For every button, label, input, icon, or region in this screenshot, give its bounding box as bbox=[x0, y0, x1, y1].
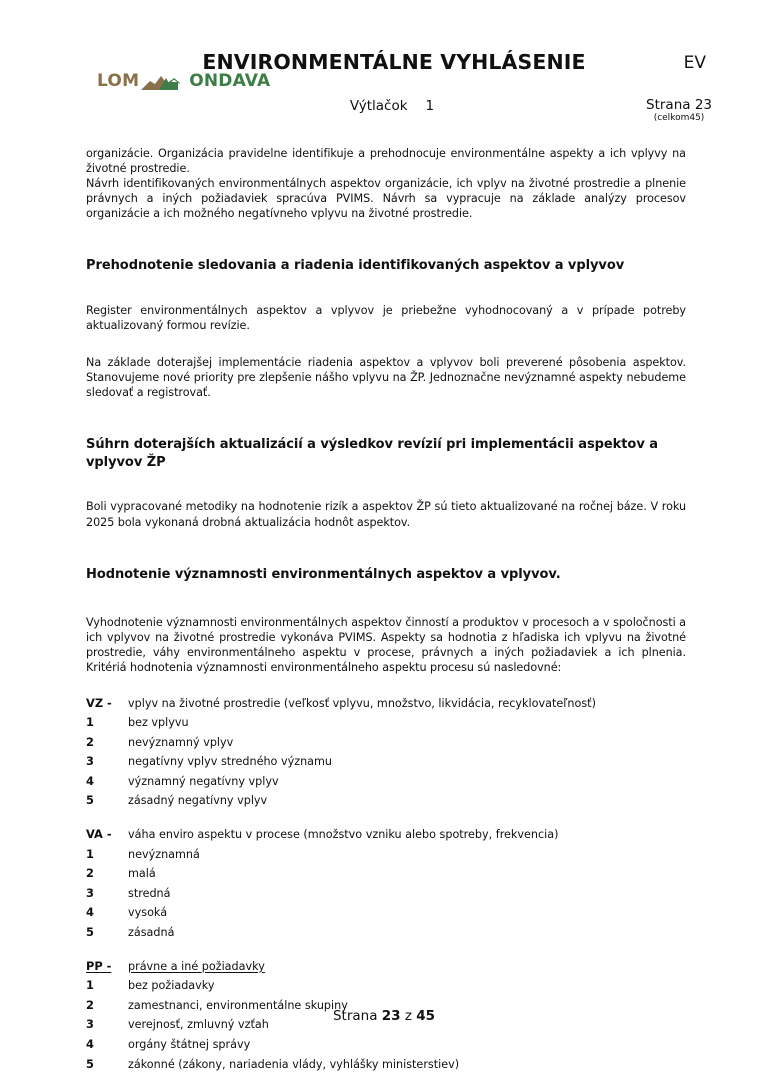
criteria-key: VZ - bbox=[86, 695, 112, 710]
paragraph-metodiky: Boli vypracované metodiky na hodnotenie rizík a aspektov ŽP sú tieto aktualizované na ročnej báze. V roku 2025 bola vykonaná drobná aktualizácia hodnôt aspektov. bbox=[86, 500, 686, 529]
spacer bbox=[86, 943, 686, 957]
spacer bbox=[86, 333, 686, 355]
criteria-level-text: stredná bbox=[128, 886, 171, 900]
criteria-key: PP - bbox=[86, 958, 112, 973]
header-page-total: (celkom45) bbox=[653, 112, 705, 123]
criteria-level-number: 3 bbox=[86, 885, 94, 900]
criteria-level-text: zásadná bbox=[128, 926, 175, 940]
criteria-level-text: malá bbox=[128, 867, 156, 881]
criteria-level-text: bez vplyvu bbox=[128, 716, 189, 730]
document-code: EV bbox=[683, 53, 706, 73]
paragraph-intro-2: Návrh identifikovaných environmentálnych aspektov organizácie, ich vplyv na životné prostredie a plnenie právnych a iných požiadaviek spracúva PVIMS. Návrh sa vypracuje na základe analýzy procesov organizácie a ich možného negatívneho vplyvu na životné prostredie. bbox=[86, 177, 686, 221]
criteria-level-row bbox=[86, 752, 686, 772]
criteria-level-number: 4 bbox=[86, 773, 94, 788]
criteria-level-row bbox=[86, 1035, 686, 1055]
criteria-level-number: 5 bbox=[86, 1056, 94, 1071]
criteria-level-text: zákonné (zákony, nariadenia vlády, vyhlášky ministerstiev) bbox=[128, 1057, 460, 1071]
criteria-level-number: 5 bbox=[86, 793, 94, 808]
criteria-level-text: nevýznamná bbox=[128, 847, 200, 861]
footer-page-number: 23 bbox=[381, 1008, 401, 1024]
criteria-level-row bbox=[86, 845, 686, 865]
footer-prefix: Strana bbox=[332, 1008, 378, 1024]
heading-hodnotenie: Hodnotenie významnosti environmentálnych aspektov a vplyvov. bbox=[86, 566, 561, 582]
header-page-indicator bbox=[646, 98, 712, 123]
criteria-heading-row bbox=[86, 694, 686, 714]
criteria-level-number: 2 bbox=[86, 997, 94, 1012]
criteria-level-text: bez požiadavky bbox=[128, 979, 215, 993]
heading-prehodnotenie: Prehodnotenie sledovania a riadenia identifikovaných aspektov a vplyvov bbox=[86, 258, 625, 274]
paragraph-implementacia: Na základe doterajšej implementácie riadenia aspektov a vplyvov boli preverené pôsobenia aspektov. Stanovujeme nové priority pre zlepšenie nášho vplyvu na ŽP. Jednoznačne nevýznamné aspekty nebudeme sledovať a registrovať. bbox=[86, 356, 686, 400]
criteria-definition: vplyv na životné prostredie (veľkosť vplyvu, množstvo, likvidácia, recyklovateľnosť) bbox=[128, 696, 596, 710]
spacer bbox=[86, 471, 686, 499]
criteria-level-number: 1 bbox=[86, 978, 94, 993]
logo-text-lom: LOM bbox=[97, 70, 140, 91]
criteria-block-va bbox=[86, 825, 686, 943]
criteria-heading-row bbox=[86, 825, 686, 845]
criteria-level-row bbox=[86, 864, 686, 884]
criteria-level-number: 5 bbox=[86, 925, 94, 940]
criteria-level-row bbox=[86, 733, 686, 753]
criteria-level-number: 3 bbox=[86, 1017, 94, 1032]
paragraph-intro-1: organizácie. Organizácia pravidelne identifikuje a prehodnocuje environmentálne aspekty a ich vplyvy na životné prostredie. bbox=[86, 147, 686, 176]
footer-middle: z bbox=[404, 1008, 412, 1024]
logo-text-ondava: ONDAVA bbox=[189, 70, 271, 91]
criteria-level-number: 4 bbox=[86, 905, 94, 920]
criteria-level-text: orgány štátnej správy bbox=[128, 1038, 251, 1051]
criteria-level-text: verejnosť, zmluvný vzťah bbox=[128, 1018, 269, 1032]
criteria-key: VA - bbox=[86, 827, 112, 842]
criteria-level-number: 2 bbox=[86, 734, 94, 749]
criteria-level-row bbox=[86, 713, 686, 733]
criteria-heading-row bbox=[86, 957, 686, 977]
paragraph-register: Register environmentálnych aspektov a vplyvov je priebežne vyhodnocovaný a v prípade potreby aktualizovaný formou revízie. bbox=[86, 303, 686, 333]
criteria-level-text: významný negatívny vplyv bbox=[128, 774, 279, 788]
document-title: ENVIRONMENTÁLNE VYHLÁSENIE bbox=[202, 50, 586, 74]
criteria-level-text: negatívny vplyv stredného významu bbox=[128, 755, 333, 769]
criteria-level-text: zamestnanci, environmentálne skupiny bbox=[128, 998, 348, 1012]
document-body bbox=[86, 146, 686, 1074]
criteria-level-row bbox=[86, 791, 686, 811]
spacer bbox=[86, 811, 686, 825]
criteria-definition: právne a iné požiadavky bbox=[128, 959, 265, 973]
document-header bbox=[0, 50, 768, 140]
document-footer bbox=[0, 1008, 768, 1024]
criteria-level-number: 1 bbox=[86, 715, 94, 730]
print-copy-label: Výtlačok bbox=[349, 98, 408, 114]
footer-total-pages: 45 bbox=[416, 1008, 436, 1024]
spacer bbox=[86, 676, 686, 694]
criteria-level-row bbox=[86, 884, 686, 904]
heading-suhrn: Súhrn doterajších aktualizácií a výsledkov revízií pri implementácii aspektov a vplyvov ŽP bbox=[86, 437, 658, 470]
criteria-level-row bbox=[86, 976, 686, 996]
spacer bbox=[86, 221, 686, 257]
criteria-definition: váha enviro aspektu v procese (množstvo vzniku alebo spotreby, frekvencia) bbox=[128, 828, 559, 842]
criteria-level-number: 4 bbox=[86, 1037, 94, 1051]
criteria-level-text: nevýznamný vplyv bbox=[128, 735, 234, 749]
mountain-logo-icon bbox=[140, 71, 188, 93]
criteria-level-row bbox=[86, 772, 686, 792]
header-page-number: Strana 23 bbox=[646, 97, 712, 113]
criteria-level-number: 2 bbox=[86, 866, 94, 881]
criteria-level-row bbox=[86, 903, 686, 923]
spacer bbox=[86, 400, 686, 436]
criteria-level-text: vysoká bbox=[128, 906, 168, 920]
spacer bbox=[86, 275, 686, 303]
criteria-level-row bbox=[86, 1055, 686, 1075]
criteria-level-row bbox=[86, 923, 686, 943]
spacer bbox=[86, 530, 686, 566]
criteria-level-number: 1 bbox=[86, 846, 94, 861]
print-copy-number: 1 bbox=[425, 98, 435, 114]
criteria-level-number: 3 bbox=[86, 754, 94, 769]
paragraph-vyhodnotenie: Vyhodnotenie významnosti environmentálnych aspektov činností a produktov v procesoch a v spoločnosti a ich vplyvov na životné prostredie vykonáva PVIMS. Aspekty sa hodnotia z hľadiska ich vplyvu na životné prostredie, váhy environmentálneho aspektu v procese, právnych a iných požiadaviek a ich plnenia. Kritériá hodnotenia významnosti environmentálneho aspektu procesu sú nasledovné: bbox=[86, 616, 686, 675]
spacer bbox=[86, 583, 686, 615]
criteria-block-vz bbox=[86, 694, 686, 812]
criteria-level-text: zásadný negatívny vplyv bbox=[128, 794, 268, 808]
